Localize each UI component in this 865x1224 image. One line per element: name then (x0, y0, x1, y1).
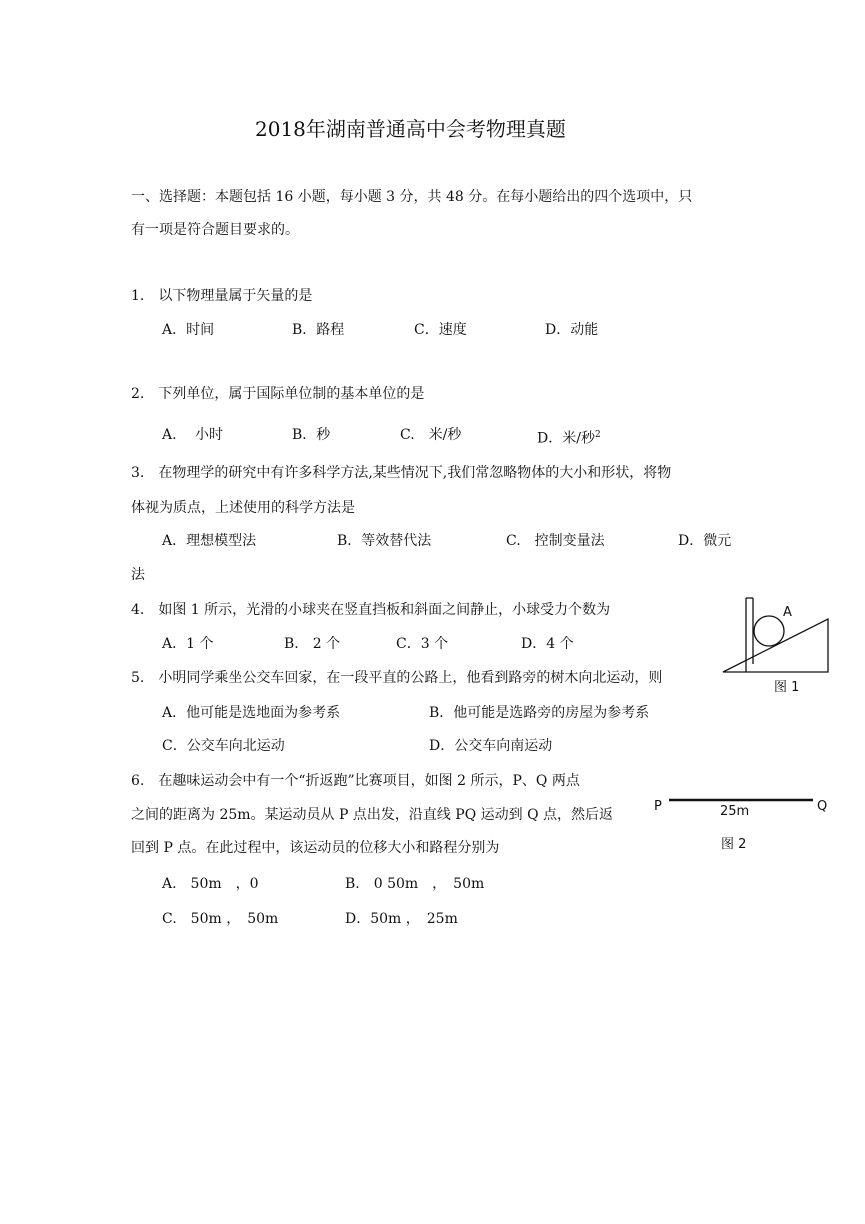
point-q-label: Q (817, 799, 828, 814)
q4-option-b: B. 2 个 (284, 636, 341, 652)
figure-2 (650, 792, 835, 854)
q3-option-b: B．等效替代法 (337, 533, 432, 549)
q2-option-c: C. 米/秒 (400, 427, 462, 443)
q4-stem: 4. 如图 1 所示，光滑的小球夹在竖直挡板和斜面之间静止，小球受力个数为 (131, 602, 611, 618)
q6-stem-line2: 之间的距离为 25m。某运动员从 P 点出发，沿直线 PQ 运动到 Q 点，然后返 (131, 807, 614, 823)
q1-option-d: D．动能 (545, 322, 599, 338)
q3-option-d: D．微元 (678, 533, 732, 549)
q1-option-c: C．速度 (414, 322, 467, 338)
q6-option-c: C. 50m ， 50m (162, 911, 279, 927)
point-p-label: P (654, 799, 662, 814)
q3-option-d-continued: 法 (131, 567, 145, 583)
q6-stem-line3: 回到 P 点。在此过程中，该运动员的位移大小和路程分别为 (131, 840, 500, 856)
q6-option-a: A. 50m ，0 (162, 876, 259, 892)
q3-option-a: A．理想模型法 (162, 533, 257, 549)
figure-1 (718, 596, 838, 696)
q5-option-a: A．他可能是选地面为参考系 (162, 705, 341, 721)
section-instruction-line1: 一、选择题：本题包括 16 小题，每小题 3 分，共 48 分。在每小题给出的四个选项中，只 (131, 189, 693, 205)
q2-option-b: B．秒 (292, 427, 331, 443)
q3-stem-line1: 3. 在物理学的研究中有许多科学方法,某些情况下,我们常忽略物体的大小和形状，将物 (131, 465, 672, 481)
q1-option-b: B．路程 (292, 322, 345, 338)
q5-stem: 5. 小明同学乘坐公交车回家，在一段平直的公路上，他看到路旁的树木向北运动，则 (131, 670, 663, 686)
q2-option-a: A. 小时 (162, 427, 224, 443)
q1-stem: 1. 以下物理量属于矢量的是 (131, 288, 313, 304)
q5-option-c: C．公交车向北运动 (162, 738, 285, 754)
q2-option-d-superscript: 2 (594, 430, 601, 440)
q4-option-d: D．4 个 (521, 636, 574, 652)
q3-stem-line2: 体视为质点，上述使用的科学方法是 (131, 500, 355, 516)
q5-option-d: D．公交车向南运动 (429, 738, 553, 754)
section-instruction-line2: 有一项是符合题目要求的。 (131, 222, 299, 238)
q4-option-a: A．1 个 (162, 636, 214, 652)
figure-2-caption: 图 2 (721, 837, 747, 852)
q5-option-b: B．他可能是选路旁的房屋为参考系 (429, 705, 650, 721)
incline-ball-diagram (718, 596, 838, 676)
q6-option-b: B. 0 50m ， 50m (345, 876, 485, 892)
q3-option-c: C. 控制变量法 (506, 533, 605, 549)
q6-stem-line1: 6. 在趣味运动会中有一个“折返跑”比赛项目，如图 2 所示，P、Q 两点 (131, 773, 580, 789)
q4-option-c: C．3 个 (396, 636, 449, 652)
page-title: 2018年湖南普通高中会考物理真题 (255, 117, 566, 141)
ball-label: A (783, 605, 792, 620)
q2-stem: 2. 下列单位，属于国际单位制的基本单位的是 (131, 386, 425, 402)
q1-option-a: A．时间 (162, 322, 215, 338)
figure-1-caption: 图 1 (774, 680, 800, 695)
q6-option-d: D．50m ， 25m (345, 911, 458, 927)
distance-label: 25m (720, 804, 750, 819)
q2-option-d: D．米/秒$^2$ (537, 430, 601, 447)
